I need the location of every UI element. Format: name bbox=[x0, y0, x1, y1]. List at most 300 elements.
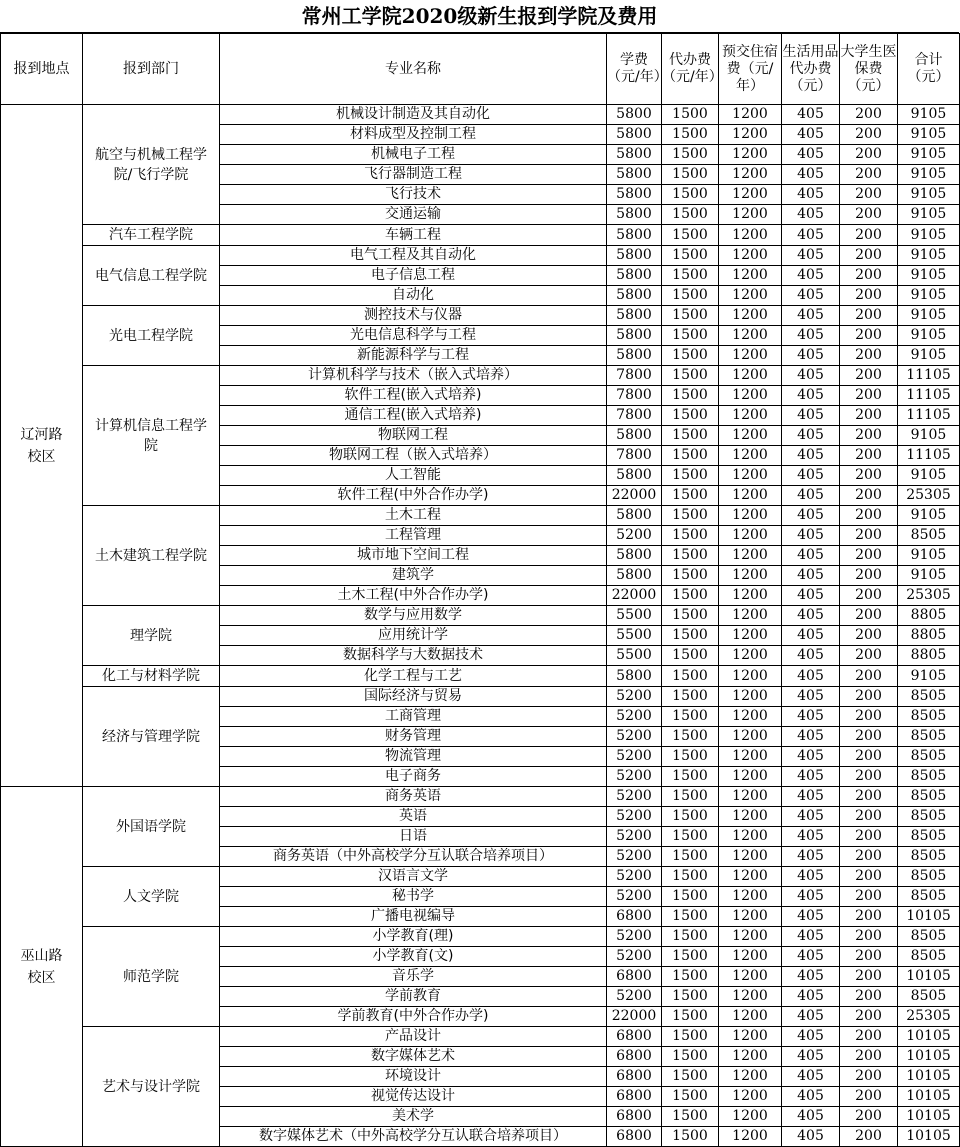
lodging-cell: 1200 bbox=[719, 827, 782, 847]
total-cell: 10105 bbox=[898, 1047, 960, 1067]
tuition-cell: 7800 bbox=[607, 446, 662, 466]
major-cell: 通信工程(嵌入式培养) bbox=[220, 406, 607, 426]
supplies-cell: 405 bbox=[782, 125, 840, 145]
supplies-cell: 405 bbox=[782, 1107, 840, 1127]
agency-cell: 1500 bbox=[662, 165, 719, 185]
total-cell: 9105 bbox=[898, 426, 960, 446]
supplies-cell: 405 bbox=[782, 967, 840, 987]
tuition-cell: 5500 bbox=[607, 626, 662, 646]
insurance-cell: 200 bbox=[840, 486, 898, 506]
major-cell: 建筑学 bbox=[220, 566, 607, 586]
agency-cell: 1500 bbox=[662, 386, 719, 406]
lodging-cell: 1200 bbox=[719, 867, 782, 887]
major-cell: 广播电视编导 bbox=[220, 907, 607, 927]
total-cell: 11105 bbox=[898, 386, 960, 406]
table-row bbox=[1, 105, 960, 125]
lodging-cell: 1200 bbox=[719, 907, 782, 927]
tuition-cell: 5800 bbox=[607, 185, 662, 205]
major-cell: 财务管理 bbox=[220, 727, 607, 747]
table-row bbox=[1, 927, 960, 947]
supplies-cell: 405 bbox=[782, 566, 840, 586]
insurance-cell: 200 bbox=[840, 566, 898, 586]
table-row bbox=[1, 1027, 960, 1047]
department-cell: 外国语学院 bbox=[83, 787, 220, 867]
lodging-cell: 1200 bbox=[719, 526, 782, 546]
total-cell: 9105 bbox=[898, 666, 960, 687]
supplies-cell: 405 bbox=[782, 346, 840, 366]
lodging-cell: 1200 bbox=[719, 767, 782, 787]
supplies-cell: 405 bbox=[782, 1067, 840, 1087]
lodging-cell: 1200 bbox=[719, 566, 782, 586]
supplies-cell: 405 bbox=[782, 666, 840, 687]
insurance-cell: 200 bbox=[840, 205, 898, 225]
agency-cell: 1500 bbox=[662, 687, 719, 707]
major-cell: 交通运输 bbox=[220, 205, 607, 225]
supplies-cell: 405 bbox=[782, 1047, 840, 1067]
department-cell: 理学院 bbox=[83, 606, 220, 666]
header-agency: 代办费（元/年） bbox=[662, 34, 719, 105]
supplies-cell: 405 bbox=[782, 1087, 840, 1107]
agency-cell: 1500 bbox=[662, 967, 719, 987]
major-cell: 城市地下空间工程 bbox=[220, 546, 607, 566]
agency-cell: 1500 bbox=[662, 646, 719, 666]
supplies-cell: 405 bbox=[782, 185, 840, 205]
table-row bbox=[1, 787, 960, 807]
header-total: 合计（元） bbox=[898, 34, 960, 105]
tuition-cell: 5200 bbox=[607, 526, 662, 546]
lodging-cell: 1200 bbox=[719, 887, 782, 907]
tuition-cell: 5800 bbox=[607, 566, 662, 586]
supplies-cell: 405 bbox=[782, 1007, 840, 1027]
lodging-cell: 1200 bbox=[719, 446, 782, 466]
agency-cell: 1500 bbox=[662, 827, 719, 847]
insurance-cell: 200 bbox=[840, 526, 898, 546]
supplies-cell: 405 bbox=[782, 827, 840, 847]
major-cell: 电子信息工程 bbox=[220, 266, 607, 286]
major-cell: 机械电子工程 bbox=[220, 145, 607, 165]
lodging-cell: 1200 bbox=[719, 266, 782, 286]
insurance-cell: 200 bbox=[840, 105, 898, 125]
tuition-cell: 5800 bbox=[607, 105, 662, 125]
supplies-cell: 405 bbox=[782, 747, 840, 767]
tuition-cell: 6800 bbox=[607, 1047, 662, 1067]
insurance-cell: 200 bbox=[840, 646, 898, 666]
major-cell: 新能源科学与工程 bbox=[220, 346, 607, 366]
tuition-cell: 5800 bbox=[607, 165, 662, 185]
agency-cell: 1500 bbox=[662, 246, 719, 266]
tuition-cell: 5200 bbox=[607, 707, 662, 727]
lodging-cell: 1200 bbox=[719, 646, 782, 666]
lodging-cell: 1200 bbox=[719, 246, 782, 266]
agency-cell: 1500 bbox=[662, 105, 719, 125]
insurance-cell: 200 bbox=[840, 767, 898, 787]
tuition-cell: 5200 bbox=[607, 867, 662, 887]
table-row bbox=[1, 225, 960, 246]
major-cell: 美术学 bbox=[220, 1107, 607, 1127]
total-cell: 9105 bbox=[898, 125, 960, 145]
insurance-cell: 200 bbox=[840, 987, 898, 1007]
supplies-cell: 405 bbox=[782, 767, 840, 787]
major-cell: 自动化 bbox=[220, 286, 607, 306]
supplies-cell: 405 bbox=[782, 626, 840, 646]
supplies-cell: 405 bbox=[782, 286, 840, 306]
supplies-cell: 405 bbox=[782, 586, 840, 606]
lodging-cell: 1200 bbox=[719, 466, 782, 486]
agency-cell: 1500 bbox=[662, 867, 719, 887]
insurance-cell: 200 bbox=[840, 225, 898, 246]
major-cell: 电子商务 bbox=[220, 767, 607, 787]
major-cell: 商务英语 bbox=[220, 787, 607, 807]
total-cell: 8505 bbox=[898, 767, 960, 787]
tuition-cell: 5800 bbox=[607, 125, 662, 145]
agency-cell: 1500 bbox=[662, 326, 719, 346]
tuition-cell: 5800 bbox=[607, 266, 662, 286]
supplies-cell: 405 bbox=[782, 687, 840, 707]
table-row bbox=[1, 506, 960, 526]
agency-cell: 1500 bbox=[662, 626, 719, 646]
total-cell: 8505 bbox=[898, 807, 960, 827]
major-cell: 学前教育(中外合作办学) bbox=[220, 1007, 607, 1027]
insurance-cell: 200 bbox=[840, 586, 898, 606]
supplies-cell: 405 bbox=[782, 165, 840, 185]
supplies-cell: 405 bbox=[782, 807, 840, 827]
agency-cell: 1500 bbox=[662, 566, 719, 586]
agency-cell: 1500 bbox=[662, 707, 719, 727]
lodging-cell: 1200 bbox=[719, 1087, 782, 1107]
insurance-cell: 200 bbox=[840, 366, 898, 386]
major-cell: 工商管理 bbox=[220, 707, 607, 727]
insurance-cell: 200 bbox=[840, 687, 898, 707]
supplies-cell: 405 bbox=[782, 907, 840, 927]
insurance-cell: 200 bbox=[840, 1007, 898, 1027]
department-cell: 师范学院 bbox=[83, 927, 220, 1027]
tuition-cell: 5800 bbox=[607, 246, 662, 266]
insurance-cell: 200 bbox=[840, 1107, 898, 1127]
lodging-cell: 1200 bbox=[719, 386, 782, 406]
department-cell: 人文学院 bbox=[83, 867, 220, 927]
tuition-cell: 5200 bbox=[607, 787, 662, 807]
agency-cell: 1500 bbox=[662, 1087, 719, 1107]
supplies-cell: 405 bbox=[782, 205, 840, 225]
insurance-cell: 200 bbox=[840, 1027, 898, 1047]
supplies-cell: 405 bbox=[782, 446, 840, 466]
insurance-cell: 200 bbox=[840, 626, 898, 646]
total-cell: 10105 bbox=[898, 907, 960, 927]
total-cell: 10105 bbox=[898, 1027, 960, 1047]
department-cell: 艺术与设计学院 bbox=[83, 1027, 220, 1147]
lodging-cell: 1200 bbox=[719, 105, 782, 125]
agency-cell: 1500 bbox=[662, 145, 719, 165]
lodging-cell: 1200 bbox=[719, 787, 782, 807]
lodging-cell: 1200 bbox=[719, 1027, 782, 1047]
lodging-cell: 1200 bbox=[719, 606, 782, 626]
lodging-cell: 1200 bbox=[719, 306, 782, 326]
total-cell: 25305 bbox=[898, 486, 960, 506]
supplies-cell: 405 bbox=[782, 266, 840, 286]
tuition-cell: 22000 bbox=[607, 586, 662, 606]
table-row bbox=[1, 306, 960, 326]
total-cell: 8505 bbox=[898, 787, 960, 807]
insurance-cell: 200 bbox=[840, 1087, 898, 1107]
lodging-cell: 1200 bbox=[719, 927, 782, 947]
tuition-cell: 6800 bbox=[607, 1087, 662, 1107]
supplies-cell: 405 bbox=[782, 145, 840, 165]
insurance-cell: 200 bbox=[840, 606, 898, 626]
lodging-cell: 1200 bbox=[719, 1127, 782, 1147]
tuition-cell: 5800 bbox=[607, 205, 662, 225]
insurance-cell: 200 bbox=[840, 326, 898, 346]
agency-cell: 1500 bbox=[662, 767, 719, 787]
tuition-cell: 5200 bbox=[607, 807, 662, 827]
supplies-cell: 405 bbox=[782, 406, 840, 426]
lodging-cell: 1200 bbox=[719, 727, 782, 747]
total-cell: 9105 bbox=[898, 185, 960, 205]
major-cell: 环境设计 bbox=[220, 1067, 607, 1087]
insurance-cell: 200 bbox=[840, 466, 898, 486]
total-cell: 9105 bbox=[898, 105, 960, 125]
tuition-cell: 5200 bbox=[607, 847, 662, 867]
agency-cell: 1500 bbox=[662, 586, 719, 606]
lodging-cell: 1200 bbox=[719, 165, 782, 185]
tuition-cell: 6800 bbox=[607, 907, 662, 927]
tuition-cell: 6800 bbox=[607, 1067, 662, 1087]
supplies-cell: 405 bbox=[782, 326, 840, 346]
insurance-cell: 200 bbox=[840, 847, 898, 867]
tuition-cell: 6800 bbox=[607, 1107, 662, 1127]
agency-cell: 1500 bbox=[662, 225, 719, 246]
total-cell: 11105 bbox=[898, 406, 960, 426]
insurance-cell: 200 bbox=[840, 426, 898, 446]
department-cell: 化工与材料学院 bbox=[83, 666, 220, 687]
agency-cell: 1500 bbox=[662, 286, 719, 306]
agency-cell: 1500 bbox=[662, 506, 719, 526]
insurance-cell: 200 bbox=[840, 246, 898, 266]
insurance-cell: 200 bbox=[840, 907, 898, 927]
insurance-cell: 200 bbox=[840, 827, 898, 847]
major-cell: 数据科学与大数据技术 bbox=[220, 646, 607, 666]
insurance-cell: 200 bbox=[840, 386, 898, 406]
insurance-cell: 200 bbox=[840, 506, 898, 526]
total-cell: 25305 bbox=[898, 586, 960, 606]
major-cell: 电气工程及其自动化 bbox=[220, 246, 607, 266]
department-cell: 经济与管理学院 bbox=[83, 687, 220, 787]
tuition-cell: 5500 bbox=[607, 646, 662, 666]
insurance-cell: 200 bbox=[840, 446, 898, 466]
tuition-cell: 7800 bbox=[607, 406, 662, 426]
agency-cell: 1500 bbox=[662, 366, 719, 386]
insurance-cell: 200 bbox=[840, 887, 898, 907]
agency-cell: 1500 bbox=[662, 1107, 719, 1127]
lodging-cell: 1200 bbox=[719, 125, 782, 145]
total-cell: 9105 bbox=[898, 246, 960, 266]
major-cell: 视觉传达设计 bbox=[220, 1087, 607, 1107]
major-cell: 机械设计制造及其自动化 bbox=[220, 105, 607, 125]
supplies-cell: 405 bbox=[782, 867, 840, 887]
major-cell: 土木工程 bbox=[220, 506, 607, 526]
agency-cell: 1500 bbox=[662, 807, 719, 827]
department-cell: 电气信息工程学院 bbox=[83, 246, 220, 306]
header-dept: 报到部门 bbox=[83, 34, 220, 105]
agency-cell: 1500 bbox=[662, 546, 719, 566]
lodging-cell: 1200 bbox=[719, 687, 782, 707]
supplies-cell: 405 bbox=[782, 887, 840, 907]
supplies-cell: 405 bbox=[782, 707, 840, 727]
supplies-cell: 405 bbox=[782, 506, 840, 526]
insurance-cell: 200 bbox=[840, 747, 898, 767]
major-cell: 物联网工程（嵌入式培养） bbox=[220, 446, 607, 466]
major-cell: 车辆工程 bbox=[220, 225, 607, 246]
tuition-cell: 5200 bbox=[607, 947, 662, 967]
major-cell: 小学教育(理) bbox=[220, 927, 607, 947]
tuition-cell: 5800 bbox=[607, 426, 662, 446]
lodging-cell: 1200 bbox=[719, 1107, 782, 1127]
agency-cell: 1500 bbox=[662, 747, 719, 767]
tuition-cell: 5800 bbox=[607, 666, 662, 687]
lodging-cell: 1200 bbox=[719, 807, 782, 827]
tuition-cell: 5800 bbox=[607, 145, 662, 165]
header-location: 报到地点 bbox=[1, 34, 83, 105]
total-cell: 9105 bbox=[898, 566, 960, 586]
total-cell: 8505 bbox=[898, 747, 960, 767]
lodging-cell: 1200 bbox=[719, 967, 782, 987]
total-cell: 8505 bbox=[898, 867, 960, 887]
insurance-cell: 200 bbox=[840, 406, 898, 426]
total-cell: 8505 bbox=[898, 687, 960, 707]
insurance-cell: 200 bbox=[840, 185, 898, 205]
agency-cell: 1500 bbox=[662, 346, 719, 366]
major-cell: 日语 bbox=[220, 827, 607, 847]
insurance-cell: 200 bbox=[840, 927, 898, 947]
major-cell: 汉语言文学 bbox=[220, 867, 607, 887]
agency-cell: 1500 bbox=[662, 526, 719, 546]
total-cell: 8505 bbox=[898, 526, 960, 546]
major-cell: 秘书学 bbox=[220, 887, 607, 907]
major-cell: 光电信息科学与工程 bbox=[220, 326, 607, 346]
agency-cell: 1500 bbox=[662, 1027, 719, 1047]
total-cell: 8505 bbox=[898, 847, 960, 867]
supplies-cell: 405 bbox=[782, 987, 840, 1007]
tuition-cell: 5800 bbox=[607, 466, 662, 486]
major-cell: 物流管理 bbox=[220, 747, 607, 767]
total-cell: 10105 bbox=[898, 1127, 960, 1147]
lodging-cell: 1200 bbox=[719, 626, 782, 646]
tuition-cell: 22000 bbox=[607, 1007, 662, 1027]
total-cell: 8505 bbox=[898, 947, 960, 967]
supplies-cell: 405 bbox=[782, 1027, 840, 1047]
lodging-cell: 1200 bbox=[719, 747, 782, 767]
supplies-cell: 405 bbox=[782, 225, 840, 246]
agency-cell: 1500 bbox=[662, 266, 719, 286]
total-cell: 9105 bbox=[898, 205, 960, 225]
insurance-cell: 200 bbox=[840, 306, 898, 326]
agency-cell: 1500 bbox=[662, 426, 719, 446]
total-cell: 10105 bbox=[898, 1087, 960, 1107]
insurance-cell: 200 bbox=[840, 967, 898, 987]
header-insurance: 大学生医保费（元） bbox=[840, 34, 898, 105]
major-cell: 计算机科学与技术（嵌入式培养） bbox=[220, 366, 607, 386]
agency-cell: 1500 bbox=[662, 446, 719, 466]
total-cell: 10105 bbox=[898, 1067, 960, 1087]
tuition-cell: 7800 bbox=[607, 366, 662, 386]
total-cell: 8505 bbox=[898, 727, 960, 747]
major-cell: 工程管理 bbox=[220, 526, 607, 546]
insurance-cell: 200 bbox=[840, 707, 898, 727]
insurance-cell: 200 bbox=[840, 125, 898, 145]
supplies-cell: 405 bbox=[782, 466, 840, 486]
department-cell: 土木建筑工程学院 bbox=[83, 506, 220, 606]
tuition-cell: 7800 bbox=[607, 386, 662, 406]
lodging-cell: 1200 bbox=[719, 506, 782, 526]
agency-cell: 1500 bbox=[662, 185, 719, 205]
agency-cell: 1500 bbox=[662, 486, 719, 506]
lodging-cell: 1200 bbox=[719, 546, 782, 566]
tuition-cell: 5200 bbox=[607, 987, 662, 1007]
department-cell: 航空与机械工程学院/飞行学院 bbox=[83, 105, 220, 225]
tuition-cell: 5200 bbox=[607, 887, 662, 907]
campus-cell: 辽河路校区 bbox=[1, 105, 83, 787]
insurance-cell: 200 bbox=[840, 727, 898, 747]
page-title: 常州工学院2020级新生报到学院及费用 bbox=[0, 0, 959, 33]
major-cell: 飞行器制造工程 bbox=[220, 165, 607, 185]
agency-cell: 1500 bbox=[662, 125, 719, 145]
supplies-cell: 405 bbox=[782, 646, 840, 666]
total-cell: 9105 bbox=[898, 225, 960, 246]
major-cell: 商务英语（中外高校学分互认联合培养项目） bbox=[220, 847, 607, 867]
total-cell: 9105 bbox=[898, 326, 960, 346]
tuition-cell: 5800 bbox=[607, 546, 662, 566]
total-cell: 8505 bbox=[898, 987, 960, 1007]
agency-cell: 1500 bbox=[662, 927, 719, 947]
total-cell: 8805 bbox=[898, 646, 960, 666]
total-cell: 9105 bbox=[898, 346, 960, 366]
major-cell: 应用统计学 bbox=[220, 626, 607, 646]
insurance-cell: 200 bbox=[840, 346, 898, 366]
agency-cell: 1500 bbox=[662, 205, 719, 225]
lodging-cell: 1200 bbox=[719, 366, 782, 386]
tuition-cell: 5800 bbox=[607, 306, 662, 326]
tuition-cell: 5500 bbox=[607, 606, 662, 626]
major-cell: 产品设计 bbox=[220, 1027, 607, 1047]
lodging-cell: 1200 bbox=[719, 987, 782, 1007]
header-major: 专业名称 bbox=[220, 34, 607, 105]
lodging-cell: 1200 bbox=[719, 486, 782, 506]
lodging-cell: 1200 bbox=[719, 205, 782, 225]
header-tuition: 学费（元/年） bbox=[607, 34, 662, 105]
total-cell: 8505 bbox=[898, 707, 960, 727]
lodging-cell: 1200 bbox=[719, 1047, 782, 1067]
major-cell: 音乐学 bbox=[220, 967, 607, 987]
department-cell: 汽车工程学院 bbox=[83, 225, 220, 246]
tuition-cell: 5200 bbox=[607, 727, 662, 747]
agency-cell: 1500 bbox=[662, 727, 719, 747]
tuition-cell: 6800 bbox=[607, 1127, 662, 1147]
insurance-cell: 200 bbox=[840, 787, 898, 807]
header-row bbox=[1, 34, 960, 105]
supplies-cell: 405 bbox=[782, 386, 840, 406]
tuition-cell: 5200 bbox=[607, 747, 662, 767]
supplies-cell: 405 bbox=[782, 246, 840, 266]
total-cell: 8505 bbox=[898, 927, 960, 947]
total-cell: 8505 bbox=[898, 887, 960, 907]
lodging-cell: 1200 bbox=[719, 426, 782, 446]
insurance-cell: 200 bbox=[840, 145, 898, 165]
lodging-cell: 1200 bbox=[719, 185, 782, 205]
agency-cell: 1500 bbox=[662, 887, 719, 907]
supplies-cell: 405 bbox=[782, 105, 840, 125]
tuition-cell: 5800 bbox=[607, 286, 662, 306]
table-body bbox=[1, 105, 960, 1147]
lodging-cell: 1200 bbox=[719, 286, 782, 306]
